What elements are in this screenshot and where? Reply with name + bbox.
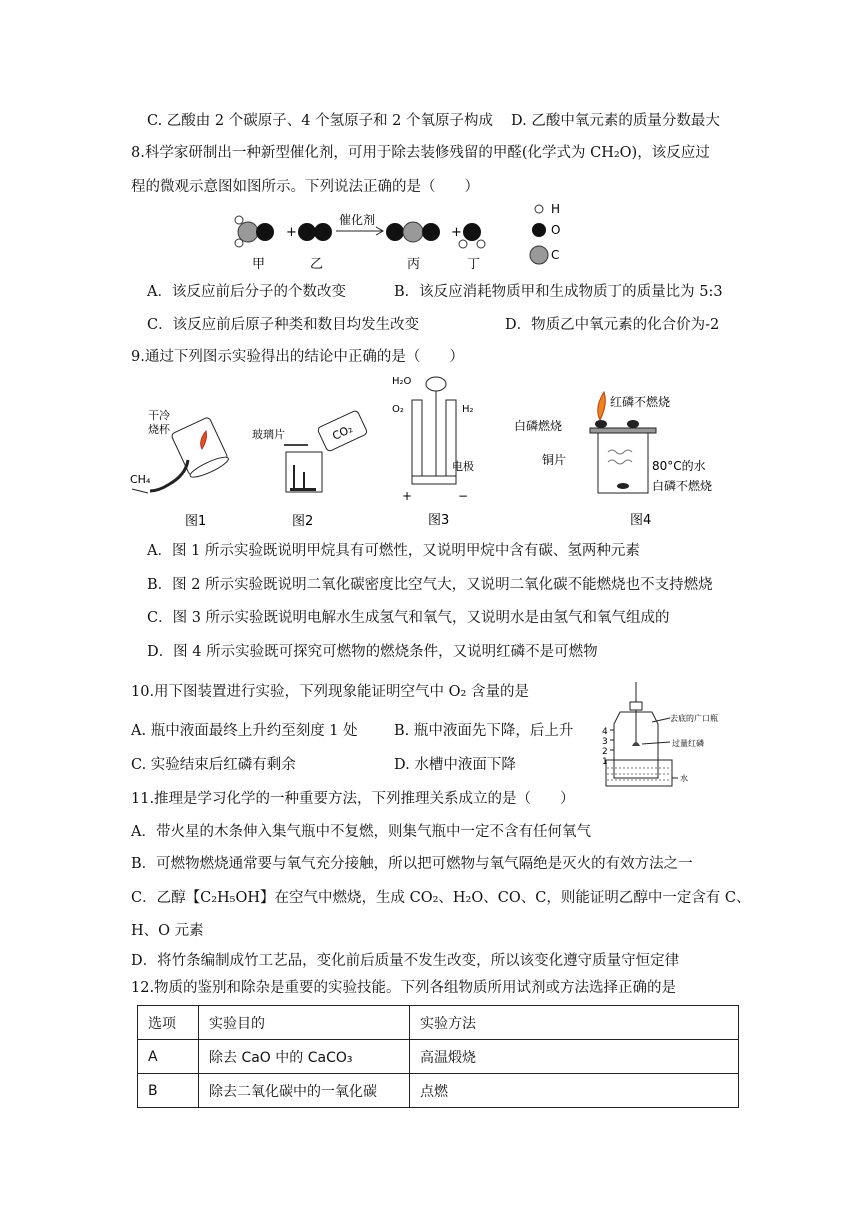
fig3-minus: − <box>458 489 469 503</box>
q11-option-c-line2: H、O 元素 <box>131 923 204 939</box>
header-method: 实验方法 <box>410 1006 739 1040</box>
q8-option-d: D．物质乙中氧元素的化合价为-2 <box>505 317 720 333</box>
catalyst-label: 催化剂 <box>339 213 376 227</box>
fig3-h2o: H₂O <box>392 376 412 387</box>
q9-option-b: B．图 2 所示实验既说明二氧化碳密度比空气大，又说明二氧化碳不能燃烧也不支持燃烧 <box>147 577 713 593</box>
fig2-caption: 图2 <box>292 514 314 529</box>
q10-option-c: C. 实验结束后红磷有剩余 <box>131 757 296 773</box>
fig3-h2: H₂ <box>462 404 474 415</box>
header-purpose: 实验目的 <box>199 1006 410 1040</box>
q8-option-c: C．该反应前后原子种类和数目均发生改变 <box>147 317 420 333</box>
molecule-jia <box>235 216 274 247</box>
q8-option-a: A．该反应前后分子的个数改变 <box>147 284 346 300</box>
cell-purpose: 除去二氧化碳中的一氧化碳 <box>199 1074 410 1108</box>
q12-table <box>137 1005 739 1108</box>
label-yi: 乙 <box>310 257 324 272</box>
q9-figure-3 <box>390 372 500 530</box>
q7-option-c: C. 乙酸由 2 个碳原子、4 个氢原子和 2 个氧原子构成 <box>147 113 494 129</box>
cell-purpose: 除去 CaO 中的 CaCO₃ <box>199 1040 410 1074</box>
q8-stem-line1: 8.科学家研制出一种新型催化剂，可用于除去装修残留的甲醛(化学式为 CH₂O)，该反应过 <box>131 145 710 161</box>
label-phosphorus: 过量红磷 <box>672 739 704 748</box>
label-ding: 丁 <box>467 257 481 272</box>
scale-4: 4 <box>602 727 608 737</box>
cell-method: 点燃 <box>410 1074 739 1108</box>
q11-stem: 11.推理是学习化学的一种重要方法，下列推理关系成立的是（ ） <box>131 791 575 807</box>
q10-option-d: D. 水槽中液面下降 <box>394 757 516 773</box>
svg-text:+: + <box>451 225 462 240</box>
q10-option-b: B. 瓶中液面先下降，后上升 <box>394 723 574 739</box>
fig4-red-p: 红磷不燃烧 <box>610 395 671 409</box>
q9-stem: 9.通过下列图示实验得出的结论中正确的是（ ） <box>131 349 464 365</box>
q11-option-c-line1: C．乙醇【C₂H₅OH】在空气中燃烧，生成 CO₂、H₂O、CO、C，则能证明乙醇中一定含有 C、 <box>131 890 751 906</box>
fig4-white-no: 白磷不燃烧 <box>652 479 713 493</box>
q9-option-a: A．图 1 所示实验既说明甲烷具有可燃性，又说明甲烷中含有碳、氢两种元素 <box>147 543 640 559</box>
q9-figure-4 <box>512 390 742 530</box>
q8-option-b: B．该反应消耗物质甲和生成物质丁的质量比为 5:3 <box>394 284 723 300</box>
fig3-o2: O₂ <box>392 404 404 415</box>
q11-option-d: D．将竹条编制成竹工艺品，变化前后质量不发生改变，所以该变化遵守质量守恒定律 <box>131 953 680 969</box>
legend <box>530 202 560 264</box>
cell-option: A <box>138 1040 199 1074</box>
cell-method: 高温煅烧 <box>410 1040 739 1074</box>
fig1-label-b: 烧杯 <box>148 423 170 436</box>
q8-stem-line2: 程的微观示意图如图所示。下列说法正确的是（ ） <box>131 179 479 195</box>
molecule-ding <box>459 223 485 248</box>
q10-option-a: A. 瓶中液面最终上升约至刻度 1 处 <box>131 723 358 739</box>
cell-option: B <box>138 1074 199 1108</box>
fig4-white-burn: 白磷燃烧 <box>514 419 563 433</box>
fig4-water: 80°C的水 <box>652 459 706 473</box>
scale-2: 2 <box>602 747 608 757</box>
q10-apparatus <box>600 680 750 788</box>
molecule-yi <box>298 223 332 241</box>
fig3-caption: 图3 <box>428 513 450 528</box>
fig3-electrode: 电极 <box>452 460 474 473</box>
scale-3: 3 <box>602 737 608 747</box>
table-row <box>138 1074 739 1108</box>
fig1-gas: CH₄ <box>130 473 151 486</box>
label-bing: 丙 <box>407 257 421 272</box>
svg-text:+: + <box>286 225 297 240</box>
q11-option-a: A．带火星的木条伸入集气瓶中不复燃，则集气瓶中一定不含有任何氧气 <box>131 824 591 840</box>
fig1-label-a: 干冷 <box>148 409 170 422</box>
label-water: 水 <box>680 774 688 783</box>
label-bottle: 去底的广口瓶 <box>670 714 718 723</box>
q9-figure-2 <box>250 410 370 530</box>
q12-stem: 12.物质的鉴别和除杂是重要的实验技能。下列各组物质所用试剂或方法选择正确的是 <box>131 980 677 996</box>
q9-option-c: C．图 3 所示实验既说明电解水生成氢气和氧气，又说明水是由氢气和氧气组成的 <box>147 610 670 626</box>
q7-option-d: D. 乙酸中氧元素的质量分数最大 <box>511 113 720 129</box>
legend-c: C <box>551 248 560 262</box>
fig4-copper: 铜片 <box>542 453 567 467</box>
header-option: 选项 <box>138 1006 199 1040</box>
q9-option-d: D．图 4 所示实验既可探究可燃物的燃烧条件，又说明红磷不是可燃物 <box>147 644 598 660</box>
q10-stem: 10.用下图装置进行实验，下列现象能证明空气中 O₂ 含量的是 <box>131 684 529 700</box>
fig4-caption: 图4 <box>630 513 652 528</box>
q8-reaction-diagram <box>230 198 610 276</box>
label-jia: 甲 <box>252 257 266 272</box>
scale-1: 1 <box>602 757 608 767</box>
fig2-gas: CO₂ <box>330 422 355 443</box>
q9-figure-1 <box>128 405 238 530</box>
fig1-caption: 图1 <box>185 514 207 529</box>
molecule-bing <box>386 222 440 242</box>
legend-h: H <box>551 202 561 216</box>
table-header-row <box>138 1006 739 1040</box>
table-row <box>138 1040 739 1074</box>
fig3-plus: + <box>402 489 413 503</box>
legend-o: O <box>551 223 561 237</box>
fig2-label: 玻璃片 <box>252 428 285 441</box>
q11-option-b: B．可燃物燃烧通常要与氧气充分接触，所以把可燃物与氧气隔绝是灭火的有效方法之一 <box>131 856 693 872</box>
